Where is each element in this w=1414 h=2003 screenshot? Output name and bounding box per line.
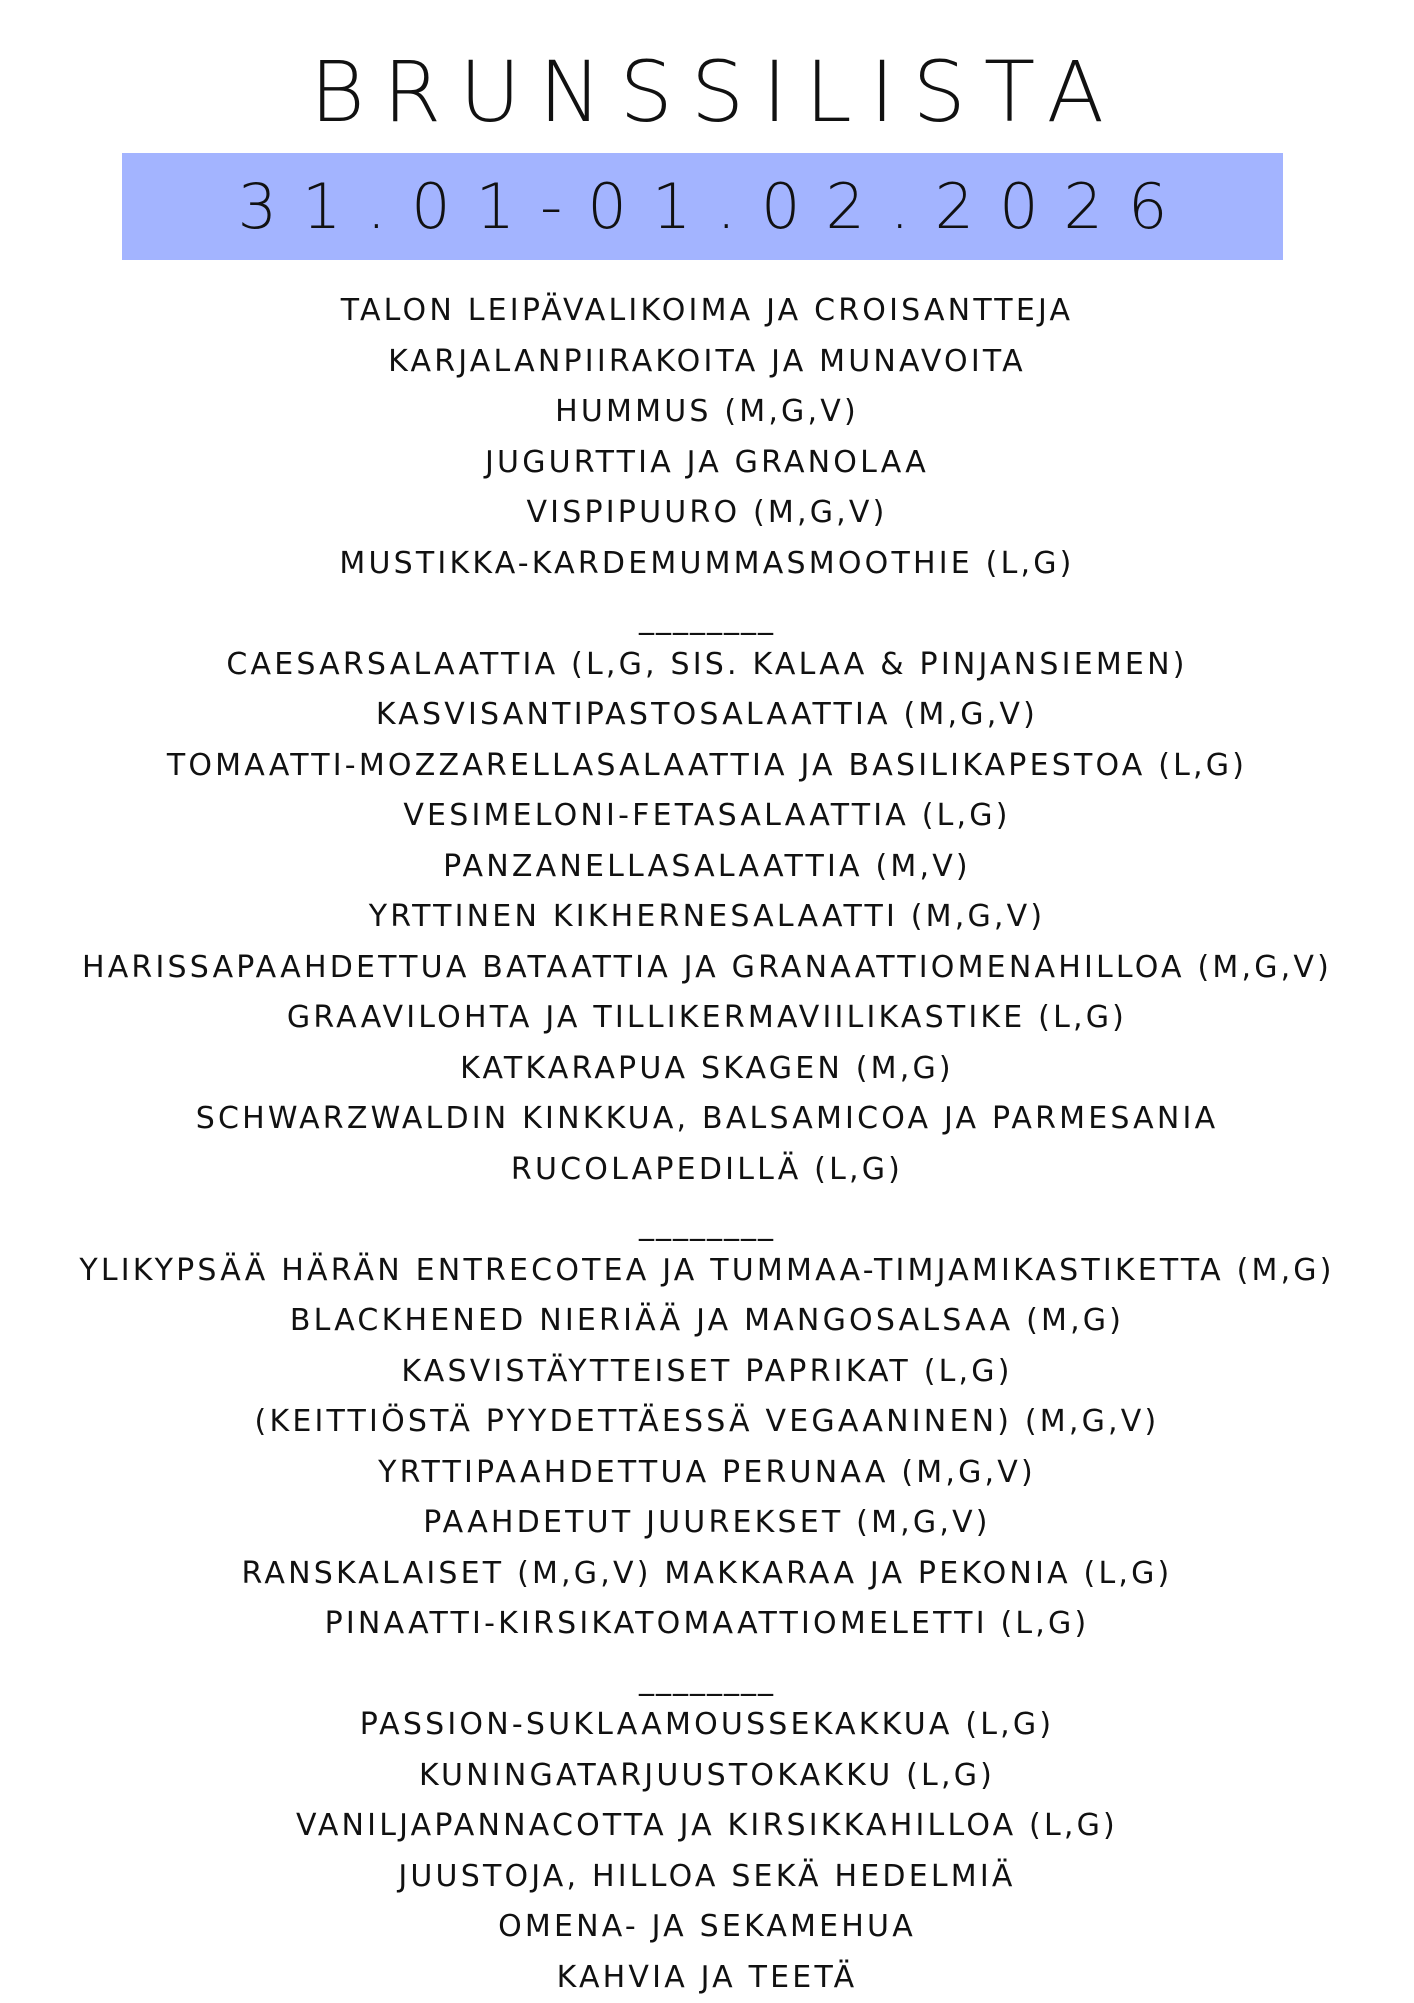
menu-item: TOMAATTI-MOZZARELLASALAATTIA JA BASILIKAPESTOA (L,G) [0, 741, 1414, 792]
section-separator: ________ [0, 1650, 1414, 1701]
menu-item: YRTTIPAAHDETTUA PERUNAA (M,G,V) [0, 1448, 1414, 1499]
menu-list [0, 286, 1414, 2003]
page-title: BRUNSSILISTA [0, 42, 1414, 142]
menu-item: PAAHDETUT JUUREKSET (M,G,V) [0, 1498, 1414, 1549]
menu-item: KAHVIA JA TEETÄ [0, 1953, 1414, 2003]
menu-item: HUMMUS (M,G,V) [0, 387, 1414, 438]
menu-item: VESIMELONI-FETASALAATTIA (L,G) [0, 791, 1414, 842]
menu-item: KASVISANTIPASTOSALAATTIA (M,G,V) [0, 690, 1414, 741]
menu-item: CAESARSALAATTIA (L,G, SIS. KALAA & PINJANSIEMEN) [0, 640, 1414, 691]
menu-item: VANILJAPANNACOTTA JA KIRSIKKAHILLOA (L,G) [0, 1801, 1414, 1852]
menu-item: MUSTIKKA-KARDEMUMMASMOOTHIE (L,G) [0, 539, 1414, 590]
menu-item: VISPIPUURO (M,G,V) [0, 488, 1414, 539]
menu-item: KATKARAPUA SKAGEN (M,G) [0, 1044, 1414, 1095]
menu-item: GRAAVILOHTA JA TILLIKERMAVIILIKASTIKE (L,G) [0, 993, 1414, 1044]
section-separator: ________ [0, 1195, 1414, 1246]
menu-item: OMENA- JA SEKAMEHUA [0, 1902, 1414, 1953]
menu-item: PANZANELLASALAATTIA (M,V) [0, 842, 1414, 893]
menu-item: YLIKYPSÄÄ HÄRÄN ENTRECOTEA JA TUMMAA-TIMJAMIKASTIKETTA (M,G) [0, 1246, 1414, 1297]
menu-item: KASVISTÄYTTEISET PAPRIKAT (L,G) [0, 1347, 1414, 1398]
menu-item: PASSION-SUKLAAMOUSSEKAKKUA (L,G) [0, 1700, 1414, 1751]
menu-item: JUUSTOJA, HILLOA SEKÄ HEDELMIÄ [0, 1852, 1414, 1903]
menu-item: HARISSAPAAHDETTUA BATAATTIA JA GRANAATTIOMENAHILLOA (M,G,V) [0, 943, 1414, 994]
menu-item: JUGURTTIA JA GRANOLAA [0, 438, 1414, 489]
menu-item: YRTTINEN KIKHERNESALAATTI (M,G,V) [0, 892, 1414, 943]
section-separator: ________ [0, 589, 1414, 640]
date-banner [122, 153, 1283, 260]
menu-item: RANSKALAISET (M,G,V) MAKKARAA JA PEKONIA (L,G) [0, 1549, 1414, 1600]
date-range: 31.01-01.02.2026 [213, 170, 1193, 243]
menu-item: SCHWARZWALDIN KINKKUA, BALSAMICOA JA PARMESANIA [0, 1094, 1414, 1145]
menu-item: PINAATTI-KIRSIKATOMAATTIOMELETTI (L,G) [0, 1599, 1414, 1650]
menu-item: (KEITTIÖSTÄ PYYDETTÄESSÄ VEGAANINEN) (M,G,V) [0, 1397, 1414, 1448]
menu-item: RUCOLAPEDILLÄ (L,G) [0, 1145, 1414, 1196]
menu-item: TALON LEIPÄVALIKOIMA JA CROISANTTEJA [0, 286, 1414, 337]
menu-item: BLACKHENED NIERIÄÄ JA MANGOSALSAA (M,G) [0, 1296, 1414, 1347]
menu-item: KUNINGATARJUUSTOKAKKU (L,G) [0, 1751, 1414, 1802]
menu-item: KARJALANPIIRAKOITA JA MUNAVOITA [0, 337, 1414, 388]
